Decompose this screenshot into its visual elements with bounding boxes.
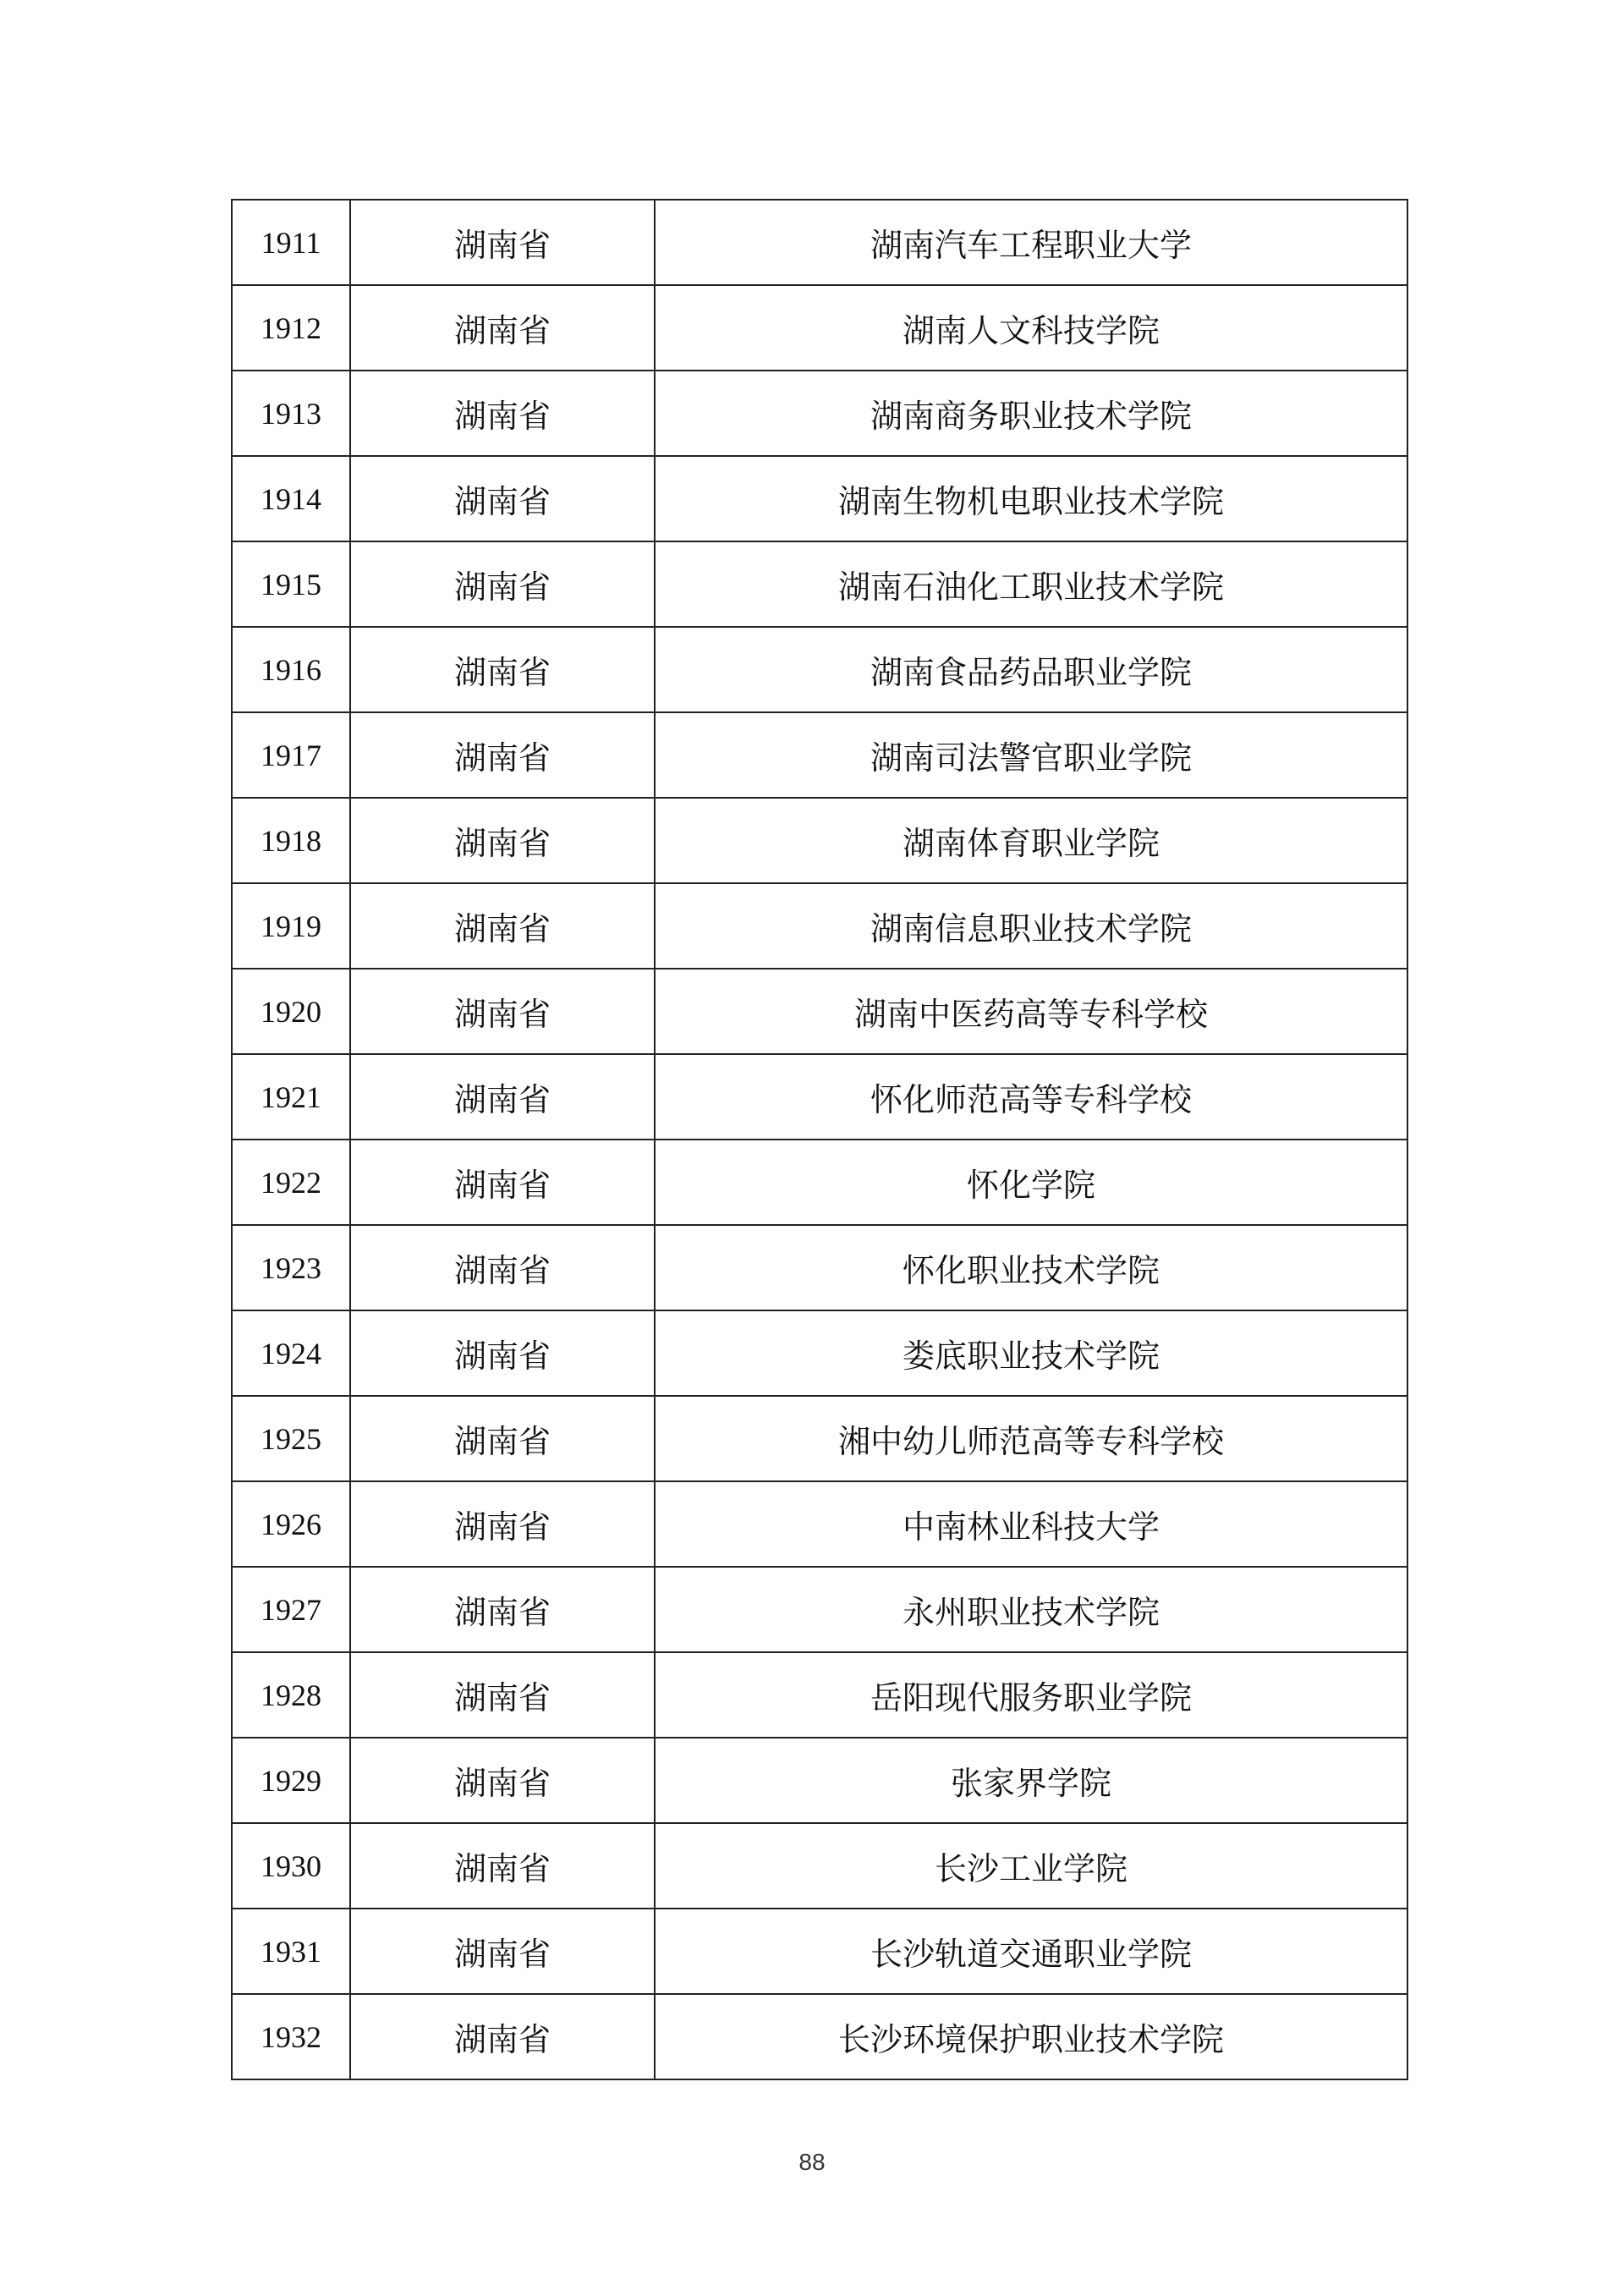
row-number-cell: 1919 — [232, 883, 350, 969]
table-row — [232, 1054, 1407, 1140]
table-row — [232, 712, 1407, 798]
province-cell: 湖南省 — [350, 1396, 655, 1481]
province-cell: 湖南省 — [350, 1481, 655, 1567]
province-cell: 湖南省 — [350, 1994, 655, 2079]
row-number-cell: 1924 — [232, 1310, 350, 1396]
province-cell: 湖南省 — [350, 1140, 655, 1225]
row-number-cell: 1931 — [232, 1909, 350, 1994]
institution-name-cell: 怀化师范高等专科学校 — [655, 1054, 1407, 1140]
province-cell: 湖南省 — [350, 798, 655, 883]
row-number-cell: 1930 — [232, 1823, 350, 1909]
table-row — [232, 627, 1407, 712]
province-cell: 湖南省 — [350, 1823, 655, 1909]
province-cell: 湖南省 — [350, 1567, 655, 1652]
province-cell: 湖南省 — [350, 712, 655, 798]
row-number-cell: 1929 — [232, 1738, 350, 1823]
institution-name-cell: 湖南中医药高等专科学校 — [655, 969, 1407, 1054]
province-cell: 湖南省 — [350, 969, 655, 1054]
province-cell: 湖南省 — [350, 371, 655, 456]
institution-name-cell: 娄底职业技术学院 — [655, 1310, 1407, 1396]
row-number-cell: 1915 — [232, 541, 350, 627]
province-cell: 湖南省 — [350, 1225, 655, 1310]
province-cell: 湖南省 — [350, 1738, 655, 1823]
row-number-cell: 1921 — [232, 1054, 350, 1140]
table-row — [232, 883, 1407, 969]
institution-name-cell: 长沙工业学院 — [655, 1823, 1407, 1909]
row-number-cell: 1913 — [232, 371, 350, 456]
institution-name-cell: 怀化职业技术学院 — [655, 1225, 1407, 1310]
institution-name-cell: 张家界学院 — [655, 1738, 1407, 1823]
table-row — [232, 200, 1407, 285]
row-number-cell: 1916 — [232, 627, 350, 712]
province-cell: 湖南省 — [350, 627, 655, 712]
institution-name-cell: 永州职业技术学院 — [655, 1567, 1407, 1652]
table-row — [232, 969, 1407, 1054]
table-row — [232, 1140, 1407, 1225]
row-number-cell: 1923 — [232, 1225, 350, 1310]
province-cell: 湖南省 — [350, 285, 655, 371]
table-row — [232, 371, 1407, 456]
province-cell: 湖南省 — [350, 1054, 655, 1140]
row-number-cell: 1926 — [232, 1481, 350, 1567]
table-row — [232, 798, 1407, 883]
institution-name-cell: 湖南石油化工职业技术学院 — [655, 541, 1407, 627]
institution-name-cell: 湖南食品药品职业学院 — [655, 627, 1407, 712]
row-number-cell: 1922 — [232, 1140, 350, 1225]
table-row — [232, 1481, 1407, 1567]
province-cell: 湖南省 — [350, 456, 655, 541]
row-number-cell: 1920 — [232, 969, 350, 1054]
institution-name-cell: 湖南司法警官职业学院 — [655, 712, 1407, 798]
institution-name-cell: 湖南生物机电职业技术学院 — [655, 456, 1407, 541]
table-row — [232, 1738, 1407, 1823]
row-number-cell: 1927 — [232, 1567, 350, 1652]
institution-name-cell: 湘中幼儿师范高等专科学校 — [655, 1396, 1407, 1481]
table-body — [232, 200, 1407, 2079]
row-number-cell: 1932 — [232, 1994, 350, 2079]
institution-name-cell: 湖南汽车工程职业大学 — [655, 200, 1407, 285]
table-row — [232, 285, 1407, 371]
province-cell: 湖南省 — [350, 200, 655, 285]
institution-name-cell: 湖南人文科技学院 — [655, 285, 1407, 371]
row-number-cell: 1925 — [232, 1396, 350, 1481]
table-row — [232, 1396, 1407, 1481]
table-row — [232, 1225, 1407, 1310]
institution-name-cell: 湖南商务职业技术学院 — [655, 371, 1407, 456]
row-number-cell: 1918 — [232, 798, 350, 883]
table-row — [232, 1652, 1407, 1738]
table-row — [232, 541, 1407, 627]
table-row — [232, 1310, 1407, 1396]
institution-table — [231, 199, 1408, 2080]
province-cell: 湖南省 — [350, 1909, 655, 1994]
institution-name-cell: 湖南信息职业技术学院 — [655, 883, 1407, 969]
province-cell: 湖南省 — [350, 541, 655, 627]
row-number-cell: 1911 — [232, 200, 350, 285]
row-number-cell: 1928 — [232, 1652, 350, 1738]
table-row — [232, 1823, 1407, 1909]
table-row — [232, 1567, 1407, 1652]
province-cell: 湖南省 — [350, 883, 655, 969]
institution-name-cell: 怀化学院 — [655, 1140, 1407, 1225]
institution-name-cell: 长沙环境保护职业技术学院 — [655, 1994, 1407, 2079]
institution-name-cell: 长沙轨道交通职业学院 — [655, 1909, 1407, 1994]
province-cell: 湖南省 — [350, 1310, 655, 1396]
row-number-cell: 1917 — [232, 712, 350, 798]
institution-name-cell: 湖南体育职业学院 — [655, 798, 1407, 883]
page-number: 88 — [798, 2149, 826, 2175]
institution-name-cell: 岳阳现代服务职业学院 — [655, 1652, 1407, 1738]
table-row — [232, 1909, 1407, 1994]
row-number-cell: 1912 — [232, 285, 350, 371]
province-cell: 湖南省 — [350, 1652, 655, 1738]
institution-name-cell: 中南林业科技大学 — [655, 1481, 1407, 1567]
table-row — [232, 1994, 1407, 2079]
row-number-cell: 1914 — [232, 456, 350, 541]
table-row — [232, 456, 1407, 541]
